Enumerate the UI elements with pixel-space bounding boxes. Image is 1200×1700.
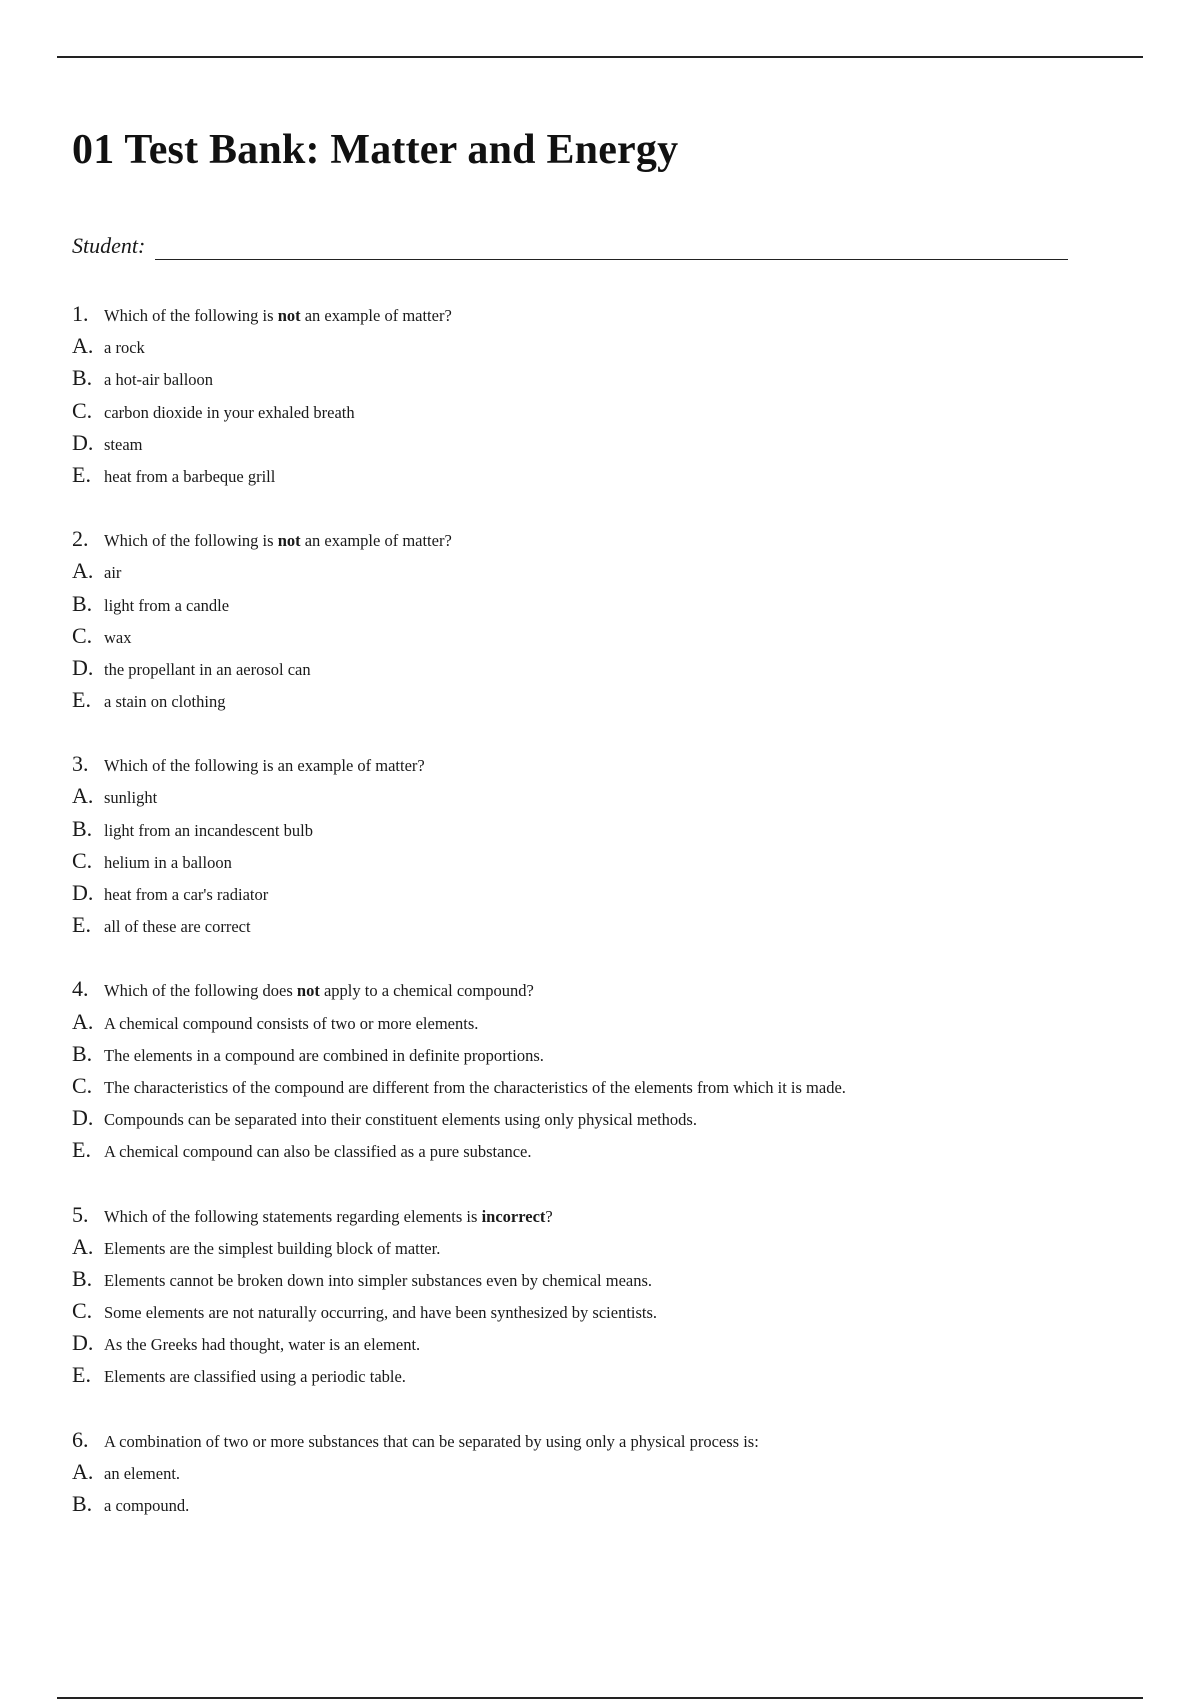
- question-number: 4.: [72, 976, 89, 1002]
- option-text: light from a candle: [104, 595, 230, 615]
- answer-option: [72, 1102, 1132, 1134]
- option-letter: B.: [72, 1265, 93, 1291]
- question-text-part: apply to a chemical compound?: [319, 981, 534, 1001]
- answer-option: [72, 1006, 1132, 1038]
- answer-option: [72, 684, 1132, 716]
- page-title: 01 Test Bank: Matter and Energy: [72, 127, 679, 173]
- option-letter: D.: [72, 1105, 94, 1131]
- answer-option: [72, 813, 1132, 845]
- option-text: all of these are correct: [104, 917, 251, 937]
- option-text: carbon dioxide in your exhaled breath: [104, 402, 355, 422]
- question-1: [72, 298, 1132, 491]
- option-text: Elements cannot be broken down into simpler substances even by chemical means.: [104, 1270, 653, 1290]
- option-letter: D.: [72, 1330, 94, 1356]
- answer-option: [72, 909, 1132, 941]
- question-5: [72, 1199, 1132, 1392]
- option-letter: D.: [72, 654, 94, 680]
- answer-option: [72, 1070, 1132, 1102]
- option-letter: D.: [72, 429, 94, 455]
- option-letter: C.: [72, 1298, 93, 1324]
- answer-option: [72, 427, 1132, 459]
- option-letter: E.: [72, 461, 91, 487]
- question-text-part: Which of the following is: [104, 531, 278, 551]
- option-text: sunlight: [104, 788, 158, 808]
- option-letter: A.: [72, 333, 94, 359]
- option-text: wax: [104, 627, 132, 647]
- question-number: 3.: [72, 751, 89, 777]
- option-letter: B.: [72, 590, 93, 616]
- top-divider: [57, 56, 1143, 58]
- option-text: light from an incandescent bulb: [104, 820, 313, 840]
- option-letter: B.: [72, 815, 93, 841]
- student-name-row: [72, 232, 1068, 260]
- question-number: 2.: [72, 526, 89, 552]
- option-letter: E.: [72, 687, 91, 713]
- question-emphasis: not: [296, 981, 320, 1001]
- question-text-part: Which of the following is an example of matter?: [104, 756, 425, 776]
- option-text: The elements in a compound are combined in definite proportions.: [104, 1045, 544, 1065]
- question-text-part: Which of the following is: [104, 306, 278, 325]
- question-text-part: ?: [545, 1206, 553, 1226]
- question-number: 6.: [72, 1426, 89, 1452]
- answer-option: [72, 780, 1132, 812]
- option-text: an element.: [104, 1463, 181, 1483]
- option-letter: B.: [72, 1491, 93, 1516]
- question-3: [72, 748, 1132, 941]
- question-number: 5.: [72, 1201, 89, 1227]
- question-emphasis: incorrect: [481, 1206, 546, 1226]
- answer-option: [72, 845, 1132, 877]
- option-letter: C.: [72, 622, 93, 648]
- option-letter: C.: [72, 397, 93, 423]
- option-letter: A.: [72, 558, 94, 584]
- option-text: air: [104, 563, 122, 583]
- question-text: [104, 1201, 553, 1233]
- option-letter: D.: [72, 880, 94, 905]
- option-letter: B.: [72, 1040, 93, 1066]
- option-text: a rock: [104, 338, 145, 358]
- answer-option: [72, 1231, 1132, 1263]
- question-text: [104, 975, 534, 1007]
- option-text: steam: [104, 434, 143, 454]
- option-text: As the Greeks had thought, water is an element.: [104, 1335, 421, 1355]
- answer-option: [72, 1263, 1132, 1295]
- question-stem: [72, 1424, 1132, 1456]
- question-text-part: an example of matter?: [300, 531, 452, 551]
- question-6: [72, 1424, 1132, 1521]
- option-text: Some elements are not naturally occurring, and have been synthesized by scientists.: [104, 1303, 658, 1323]
- answer-option: [72, 1038, 1132, 1070]
- option-letter: E.: [72, 1137, 91, 1163]
- answer-option: [72, 620, 1132, 652]
- question-number: 1.: [72, 301, 89, 326]
- answer-option: [72, 877, 1132, 909]
- student-label: Student:: [72, 233, 146, 258]
- student-name-field[interactable]: [155, 233, 1068, 260]
- question-stem: [72, 748, 1132, 780]
- answer-option: [72, 1488, 1132, 1520]
- option-text: Elements are the simplest building block of matter.: [104, 1238, 441, 1258]
- answer-option: [72, 652, 1132, 684]
- option-text: a hot-air balloon: [104, 370, 214, 390]
- answer-option: [72, 588, 1132, 620]
- option-text: heat from a barbeque grill: [104, 466, 276, 486]
- bottom-divider: [57, 1697, 1143, 1699]
- option-letter: A.: [72, 1008, 94, 1034]
- question-stem: [72, 523, 1132, 555]
- question-text-part: Which of the following statements regarding elements is: [104, 1206, 482, 1226]
- option-text: a stain on clothing: [104, 692, 226, 712]
- question-stem: [72, 1199, 1132, 1231]
- question-text: [104, 300, 452, 332]
- option-text: A chemical compound can also be classified as a pure substance.: [104, 1142, 532, 1162]
- option-text: Elements are classified using a periodic table.: [104, 1367, 406, 1387]
- answer-option: [72, 1295, 1132, 1327]
- question-list: [72, 298, 1132, 1552]
- question-2: [72, 523, 1132, 716]
- option-letter: C.: [72, 847, 93, 873]
- option-letter: A.: [72, 1233, 94, 1259]
- question-text: [104, 525, 452, 557]
- option-letter: E.: [72, 912, 91, 938]
- option-letter: C.: [72, 1072, 93, 1098]
- option-letter: A.: [72, 783, 94, 809]
- question-emphasis: not: [277, 306, 301, 325]
- option-text: a compound.: [104, 1496, 190, 1515]
- answer-option: [72, 1134, 1132, 1166]
- option-text: heat from a car's radiator: [104, 885, 269, 904]
- option-text: helium in a balloon: [104, 852, 232, 872]
- answer-option: [72, 330, 1132, 362]
- question-stem: [72, 973, 1132, 1005]
- question-emphasis: not: [277, 531, 301, 551]
- option-letter: A.: [72, 1458, 94, 1484]
- answer-option: [72, 1327, 1132, 1359]
- question-stem: [72, 298, 1132, 330]
- option-text: The characteristics of the compound are different from the characteristics of the elements from which it is made.: [104, 1077, 846, 1097]
- question-text-part: Which of the following does: [104, 981, 297, 1001]
- option-text: A chemical compound consists of two or more elements.: [104, 1013, 479, 1033]
- answer-option: [72, 362, 1132, 394]
- option-letter: B.: [72, 365, 93, 391]
- answer-option: [72, 395, 1132, 427]
- option-letter: E.: [72, 1362, 91, 1388]
- option-text: Compounds can be separated into their constituent elements using only physical methods.: [104, 1110, 697, 1130]
- question-text: [104, 750, 425, 782]
- question-text-part: an example of matter?: [300, 306, 452, 325]
- answer-option: [72, 555, 1132, 587]
- option-text: the propellant in an aerosol can: [104, 659, 311, 679]
- question-4: [72, 973, 1132, 1166]
- question-text-part: A combination of two or more substances that can be separated by using only a physical process is:: [104, 1431, 759, 1451]
- question-text: [104, 1426, 759, 1458]
- answer-option: [72, 459, 1132, 491]
- answer-option: [72, 1359, 1132, 1391]
- answer-option: [72, 1456, 1132, 1488]
